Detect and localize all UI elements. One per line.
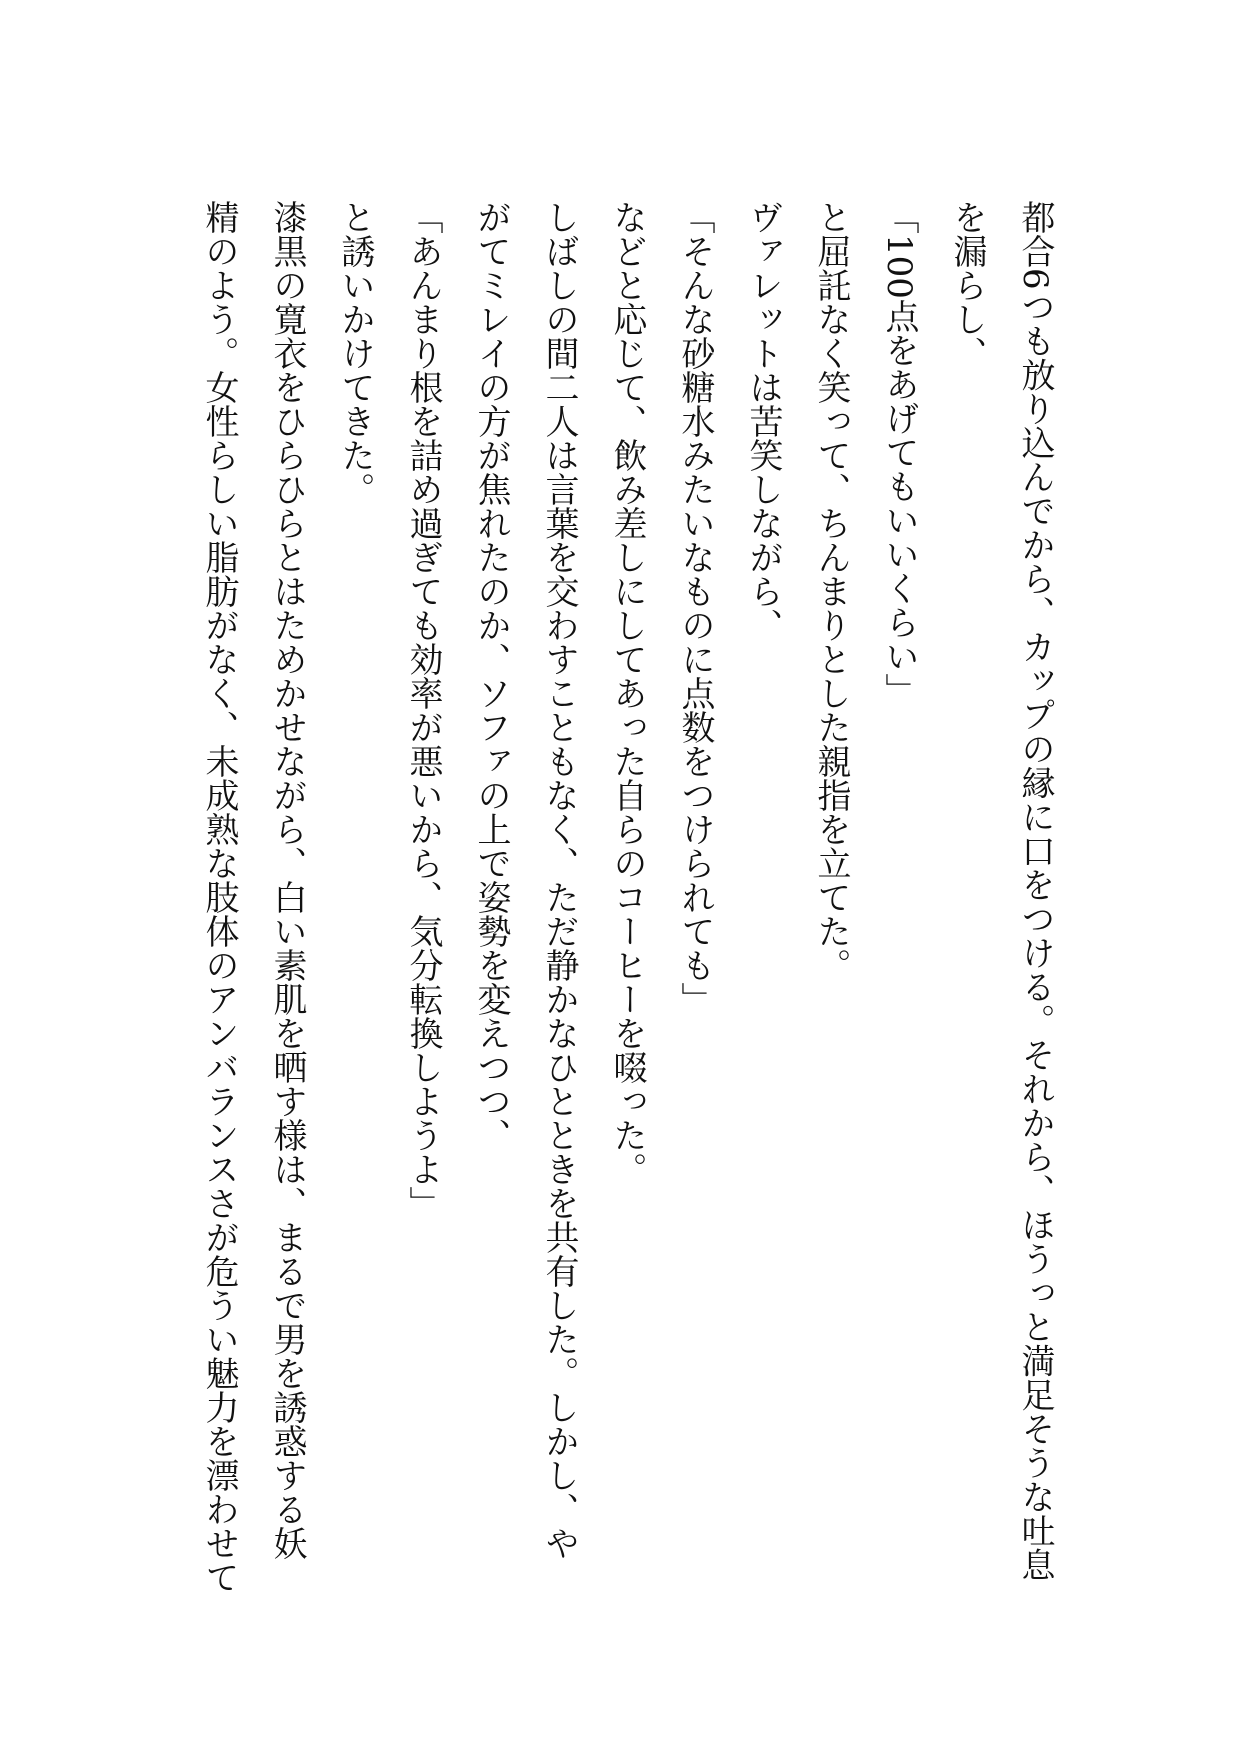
- text-line: 漆黒の寛衣をひらひらとはためかせながら、白い素肌を晒す様は、まるで男を誘惑する妖: [267, 200, 307, 1560]
- text-line: と誘いかけてきた。: [335, 200, 375, 506]
- text-line: と屈託なく笑って、ちんまりとした親指を立てた。: [811, 200, 851, 982]
- text-line: 都合6つも放り込んでから、カップの縁に口をつける。それから、ほうっと満足そうな吐息: [1015, 200, 1055, 1582]
- text-line: 「100点をあげてもいいくらい」: [879, 200, 919, 707]
- text-line: ヴァレットは苦笑しながら、: [743, 200, 783, 642]
- text-line: などと応じて、飲み差しにしてあった自らのコーヒーを啜った。: [607, 200, 647, 1186]
- text-line: 「あんまり根を詰め過ぎても効率が悪いから、気分転換しようよ」: [403, 200, 443, 1220]
- body-text: [185, 200, 1069, 1595]
- text-line: しばしの間二人は言葉を交わすこともなく、ただ静かなひとときを共有した。しかし、や: [539, 200, 579, 1560]
- text-line: を漏らし、: [947, 200, 987, 370]
- text-line: がてミレイの方が焦れたのか、ソファの上で姿勢を変えつつ、: [471, 200, 511, 1152]
- text-line: 精のよう。女性らしい脂肪がなく、未成熟な肢体のアンバランスさが危うい魅力を漂わせて: [199, 200, 239, 1594]
- text-line: 「そんな砂糖水みたいなものに点数をつけられても」: [675, 200, 715, 1016]
